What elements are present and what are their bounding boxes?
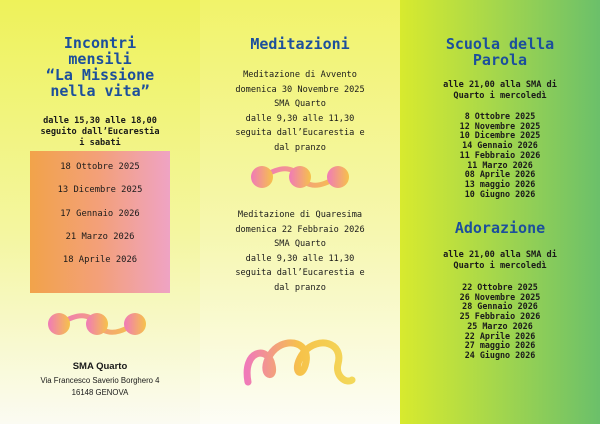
lent-line: dal pranzo <box>274 282 326 293</box>
schedule-line: Quarto i mercoledì <box>453 261 547 271</box>
date-item: 10 Giugno 2026 <box>464 188 536 199</box>
incontri-title <box>0 35 200 99</box>
title-line: mensili <box>68 50 132 68</box>
adorazione-schedule <box>400 250 600 272</box>
date-item: 25 Marzo 2026 <box>467 320 533 331</box>
advent-line: dal pranzo <box>274 142 326 153</box>
date-item: 21 Marzo 2026 <box>65 232 135 242</box>
scuola-schedule <box>400 80 600 102</box>
date-item: 18 Ottobre 2025 <box>60 162 140 172</box>
date-item: 13 maggio 2026 <box>464 178 536 189</box>
title-line: “La Missione <box>45 66 155 84</box>
date-item: 24 Giugno 2026 <box>464 349 536 360</box>
date-item: 17 Gennaio 2026 <box>60 209 140 219</box>
sma-name: SMA Quarto <box>72 361 128 372</box>
lent-line: domenica 22 Febbraio 2026 <box>235 224 365 235</box>
date-item: 12 Novembre 2025 <box>459 120 541 131</box>
adorazione-dates <box>400 283 600 361</box>
middle-panel <box>200 0 400 424</box>
date-item: 8 Ottobre 2025 <box>464 111 536 121</box>
date-item: 13 Dicembre 2025 <box>57 185 143 195</box>
dots-decoration <box>47 311 147 337</box>
date-item: 22 Aprile 2026 <box>464 330 536 341</box>
address-line: Via Francesco Saverio Borghero 4 <box>40 376 160 385</box>
title-line: Scuola della <box>445 35 555 53</box>
meditazioni-title: Meditazioni <box>250 35 350 53</box>
address-line: 16148 GENOVA <box>71 388 129 397</box>
date-item: 28 Gennaio 2026 <box>462 301 538 312</box>
scuola-dates <box>400 112 600 199</box>
title-line: Parola <box>472 51 528 69</box>
schedule-line: dalle 15,30 alle 18,00 <box>43 116 157 126</box>
lent-meditation <box>200 208 400 295</box>
schedule-line: seguito dall’Eucarestia <box>40 127 160 137</box>
lent-line: SMA Quarto <box>274 239 326 249</box>
advent-line: SMA Quarto <box>274 99 326 109</box>
lent-line: Meditazione di Quaresima <box>237 210 363 220</box>
date-item: 25 Febbraio 2026 <box>459 311 541 322</box>
left-panel <box>0 0 200 424</box>
advent-line: dalle 9,30 alle 11,30 <box>245 113 355 124</box>
adorazione-title: Adorazione <box>454 219 546 237</box>
date-item: 11 Marzo 2026 <box>467 159 533 170</box>
advent-line: seguita dall’Eucarestia e <box>235 128 365 138</box>
date-item: 22 Ottobre 2025 <box>462 282 538 292</box>
dots-decoration <box>250 164 350 190</box>
advent-line: domenica 30 Novembre 2025 <box>235 84 365 95</box>
date-item: 11 Febbraio 2026 <box>459 149 541 160</box>
lent-line: dalle 9,30 alle 11,30 <box>245 253 355 264</box>
title-line: Incontri <box>63 34 137 52</box>
incontri-dates-box <box>30 151 170 293</box>
incontri-schedule <box>0 116 200 149</box>
advent-line: Meditazione di Avvento <box>243 70 357 80</box>
scuola-title <box>400 36 600 68</box>
schedule-line: alle 21,00 alla SMA di <box>443 80 557 90</box>
sma-address <box>0 375 200 399</box>
date-item: 10 Dicembre 2025 <box>459 130 541 141</box>
schedule-line: alle 21,00 alla SMA di <box>443 250 557 260</box>
date-item: 14 Gennaio 2026 <box>462 140 538 151</box>
advent-meditation <box>200 68 400 155</box>
date-item: 08 Aprile 2026 <box>464 169 536 180</box>
date-item: 27 maggio 2026 <box>464 340 536 351</box>
date-item: 26 Novembre 2025 <box>459 291 541 302</box>
schedule-line: i sabati <box>79 138 121 148</box>
schedule-line: Quarto i mercoledì <box>453 91 547 101</box>
date-item: 18 Aprile 2026 <box>62 255 138 265</box>
right-panel <box>400 0 600 424</box>
swirl-decoration <box>240 330 360 390</box>
title-line: nella vita” <box>50 82 150 100</box>
lent-line: seguita dall’Eucarestia e <box>235 268 365 278</box>
